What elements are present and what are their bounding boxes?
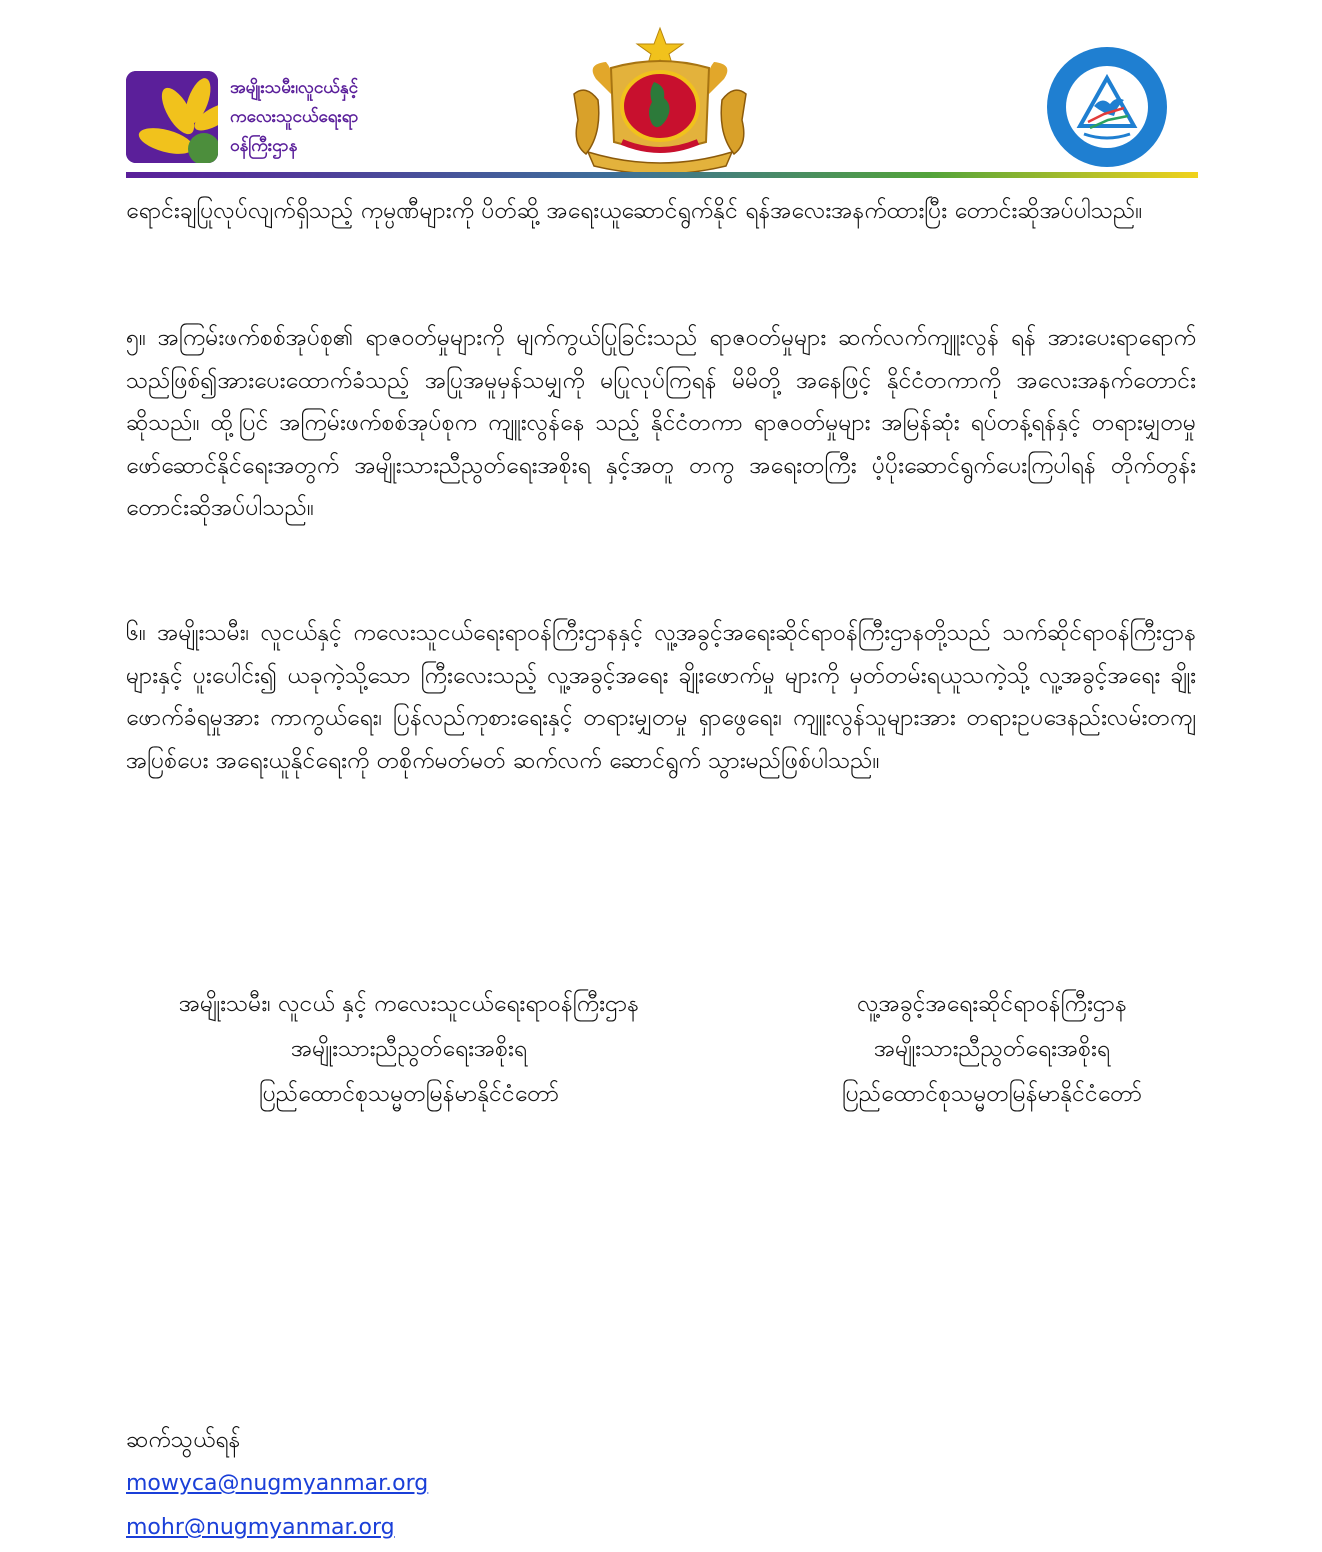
signature-ministry-name: လူ့အခွင့်အရေးဆိုင်ရာဝန်ကြီးဌာန bbox=[857, 991, 1127, 1017]
logo-text-line-3: ဝန်ကြီးဌာန bbox=[230, 136, 298, 156]
signature-government: အမျိုးသားညီညွတ်ရေးအစိုးရ bbox=[290, 1036, 528, 1062]
mohr-logo bbox=[1044, 44, 1170, 170]
paragraph-6: ၆။ အမျိုးသမီး၊ လူငယ်နှင့် ကလေးသူငယ်ရေးရာဝန်ကြီးဌာနနှင့် လူ့အခွင့်အရေးဆိုင်ရာဝန်ကြီးဌာနတို့သည် သက်ဆိုင်ရာဝန်ကြီးဌာနများနှင့် ပူးပေါင်း၍ ယခုကဲ့သို့သော ကြီးလေးသည့် လူ့အခွင့်အရေး ချိုးဖောက်မှု များကို မှတ်တမ်းရယူသကဲ့သို့ လူ့အခွင့်အရေး ချိုးဖောက်ခံရမှုအား ကာကွယ်ရေး၊ ပြန်လည်ကုစားရေးနှင့် တရားမျှတမှု ရှာဖွေရေး၊ ကျူးလွန်သူများအား တရားဥပဒေနည်းလမ်းတကျ အပြစ်ပေး အရေးယူနိုင်ရေးကို တစိုက်မတ်မတ် ဆက်လက် ဆောင်ရွက် သွားမည်ဖြစ်ပါသည်။ bbox=[126, 620, 1196, 774]
signature-ministry-name: အမျိုးသမီး၊ လူငယ် နှင့် ကလေးသူငယ်ရေးရာဝန်ကြီးဌာန bbox=[178, 991, 640, 1017]
contact-heading: ဆက်သွယ်ရန် bbox=[126, 1427, 241, 1453]
state-emblem bbox=[566, 24, 754, 172]
email-link-mowyca[interactable]: mowyca@nugmyanmar.org bbox=[126, 1471, 429, 1496]
signature-country: ပြည်ထောင်စုသမ္မတမြန်မာနိုင်ငံတော် bbox=[258, 1081, 560, 1107]
signature-block-mohr bbox=[786, 982, 1198, 1117]
signature-country: ပြည်ထောင်စုသမ္မတမြန်မာနိုင်ငံတော် bbox=[841, 1081, 1143, 1107]
signature-block-mowyca bbox=[106, 982, 712, 1117]
mowyca-logo-text bbox=[230, 74, 380, 161]
contact-section bbox=[126, 1418, 428, 1550]
logo-text-line-2: ကလေးသူငယ်ရေးရာ bbox=[230, 107, 359, 127]
flower-icon bbox=[126, 71, 218, 163]
logo-text-line-1: အမျိုးသမီး၊လူငယ်နှင့် bbox=[230, 78, 358, 98]
paragraph-5: ၅။ အကြမ်းဖက်စစ်အုပ်စု၏ ရာဇဝတ်မှုများကို မျက်ကွယ်ပြုခြင်းသည် ရာဇဝတ်မှုများ ဆက်လက်ကျူးလွန် ရန် အားပေးရာရောက်သည်ဖြစ်၍အားပေးထောက်ခံသည့် အပြုအမူမှန်သမျှကို မပြုလုပ်ကြရန် မိမိတို့ အနေဖြင့် နိုင်ငံတကာကို အလေးအနက်တောင်းဆိုသည်။ ထို့ပြင် အကြမ်းဖက်စစ်အုပ်စုက ကျူးလွန်နေ သည့် နိုင်ငံတကာ ရာဇဝတ်မှုများ အမြန်ဆုံး ရပ်တန့်ရန်နှင့် တရားမျှတမှုဖော်ဆောင်နိုင်ရေးအတွက် အမျိုးသားညီညွတ်ရေးအစိုးရ နှင့်အတူ တကွ အရေးတကြီး ပံ့ပိုးဆောင်ရွက်ပေးကြပါရန် တိုက်တွန်း တောင်းဆိုအပ်ပါသည်။ bbox=[126, 325, 1196, 521]
mowyca-logo bbox=[126, 71, 218, 163]
header-gradient-rule bbox=[126, 172, 1198, 178]
signature-government: အမျိုးသားညီညွတ်ရေးအစိုးရ bbox=[873, 1036, 1111, 1062]
paragraph-continuation: ရောင်းချပြုလုပ်လျက်ရှိသည့် ကုမ္ပဏီများကို ပိတ်ဆို့ အရေးယူဆောင်ရွက်နိုင် ရန်အလေးအနက်ထားပြီး တောင်းဆိုအပ်ပါသည်။ bbox=[126, 198, 1143, 224]
email-link-mohr[interactable]: mohr@nugmyanmar.org bbox=[126, 1515, 395, 1540]
